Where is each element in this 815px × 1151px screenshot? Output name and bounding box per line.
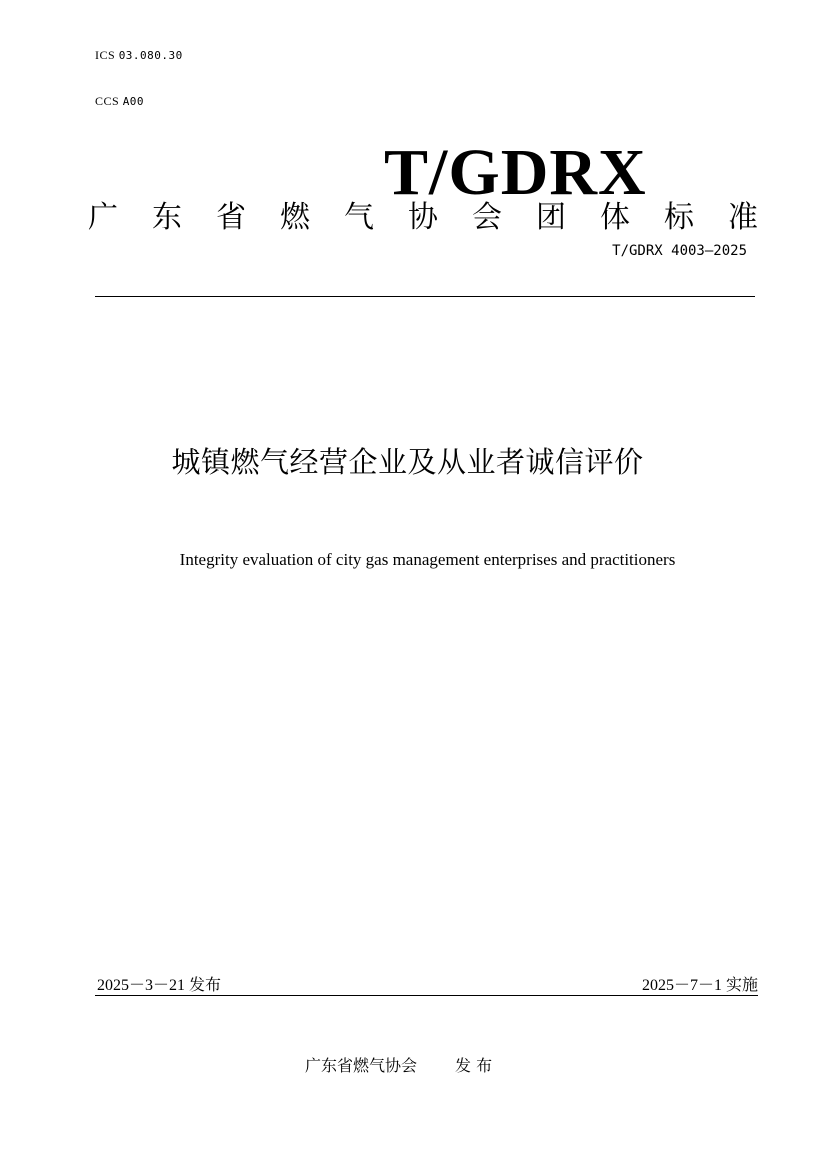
- publisher-line: [305, 1053, 492, 1076]
- org-title-char: 气: [344, 200, 374, 235]
- top-divider: [95, 296, 755, 297]
- bottom-divider: [95, 995, 758, 996]
- document-title-en: Integrity evaluation of city gas management enterprises and practitioners: [179, 550, 676, 569]
- org-title-char: 体: [600, 200, 630, 235]
- org-title-char: 标: [664, 200, 694, 235]
- org-title-char: 东: [152, 200, 182, 235]
- ics-line: [95, 48, 183, 63]
- standard-number: T/GDRX 4003—2025: [612, 243, 747, 259]
- org-title-char: 团: [536, 200, 566, 235]
- ccs-code: A00: [122, 95, 145, 108]
- org-title-char: 广: [88, 200, 118, 235]
- publisher-action: 发 布: [455, 1056, 493, 1075]
- ics-label: ICS: [95, 48, 116, 62]
- publisher-name: 广东省燃气协会: [305, 1056, 418, 1075]
- ccs-line: [95, 94, 144, 109]
- standard-logo: T/GDRX: [384, 136, 647, 209]
- document-title-cn: 城镇燃气经营企业及从业者诚信评价: [171, 445, 644, 479]
- org-title-char: 协: [408, 200, 438, 235]
- org-standard-title: [88, 196, 758, 240]
- ccs-label: CCS: [95, 94, 120, 108]
- org-title-char: 省: [216, 200, 246, 235]
- org-title-char: 会: [472, 200, 502, 235]
- org-title-char: 燃: [280, 200, 310, 235]
- ics-code: 03.080.30: [118, 49, 183, 62]
- publish-date: 2025－3－21 发布: [97, 977, 222, 994]
- implement-date: 2025－7－1 实施: [641, 977, 758, 994]
- org-title-char: 准: [728, 200, 758, 235]
